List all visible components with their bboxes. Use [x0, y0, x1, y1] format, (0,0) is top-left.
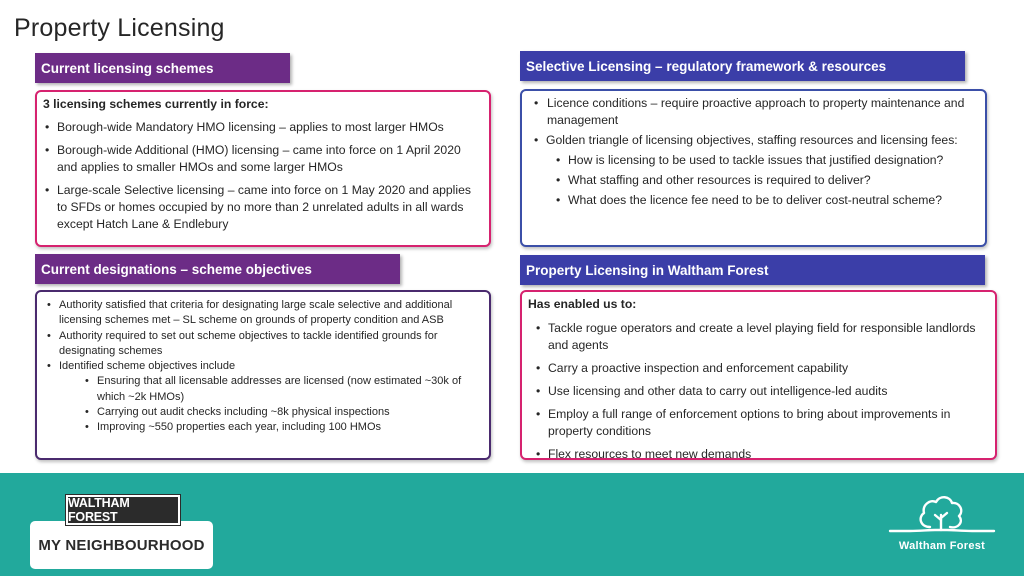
- footer-band: [0, 473, 1024, 576]
- list-item: • Authority required to set out scheme objectives to tackle identified grounds for designating schemes: [59, 329, 481, 360]
- sub-list-item: • How is licensing to be used to tackle issues that justified designation?: [568, 152, 979, 169]
- waltham-panel: [520, 290, 997, 460]
- list-item: • Large-scale Selective licensing – came into force on 1 May 2020 and applies to SFDs or homes occupied by no more than 2 unrelated adults in all wards except Hatch Lane & Endlebury: [57, 182, 481, 233]
- tree-icon: [880, 493, 1004, 539]
- selective-licensing-header-label: Selective Licensing – regulatory framework & resources: [526, 58, 887, 74]
- list-item: • Borough-wide Additional (HMO) licensing – came into force on 1 April 2020 and applies to smaller HMOs and some larger HMOs: [57, 142, 481, 176]
- list-item: • Authority satisfied that criteria for designating large scale selective and additional licensing schemes met – SL scheme on grounds of property condition and ASB: [59, 298, 481, 329]
- sub-list-item: • Carrying out audit checks including ~8k physical inspections: [97, 405, 481, 420]
- logo-bottom-label: MY NEIGHBOURHOOD: [30, 521, 213, 569]
- list-item: • Tackle rogue operators and create a level playing field for responsible landlords and agents: [548, 320, 989, 354]
- designations-header: [35, 254, 400, 284]
- waltham-forest-wordmark: Waltham Forest: [898, 540, 986, 552]
- waltham-intro: Has enabled us to:: [528, 297, 637, 311]
- sub-list-item: • What staffing and other resources is required to deliver?: [568, 172, 979, 189]
- waltham-forest-logo: [880, 493, 1004, 563]
- my-neighbourhood-logo: [30, 487, 213, 559]
- sub-list-item: • What does the licence fee need to be to deliver cost-neutral scheme?: [568, 192, 979, 209]
- list-item: • Carry a proactive inspection and enforcement capability: [548, 360, 989, 377]
- selective-licensing-header: [520, 51, 965, 81]
- list-item: • Borough-wide Mandatory HMO licensing – applies to most larger HMOs: [57, 119, 481, 136]
- sub-list-item: • Improving ~550 properties each year, including 100 HMOs: [97, 420, 481, 435]
- page-title: Property Licensing: [14, 14, 225, 42]
- current-schemes-panel: [35, 90, 491, 247]
- list-item: • Identified scheme objectives include: [59, 359, 481, 374]
- list-item: • Licence conditions – require proactive approach to property maintenance and management: [546, 95, 979, 129]
- selective-licensing-panel: [520, 89, 987, 247]
- waltham-header-label: Property Licensing in Waltham Forest: [526, 262, 769, 278]
- list-item: • Use licensing and other data to carry out intelligence-led audits: [548, 383, 989, 400]
- list-item: • Golden triangle of licensing objectives, staffing resources and licensing fees:: [546, 132, 979, 149]
- sub-list-item: • Ensuring that all licensable addresses are licensed (now estimated ~30k of which ~2k HMOs): [97, 374, 481, 405]
- current-schemes-intro: 3 licensing schemes currently in force:: [43, 97, 269, 111]
- designations-panel: [35, 290, 491, 460]
- current-schemes-header: [35, 53, 290, 83]
- designations-header-label: Current designations – scheme objectives: [41, 261, 312, 277]
- current-schemes-header-label: Current licensing schemes: [41, 60, 214, 76]
- waltham-header: [520, 255, 985, 285]
- logo-top-label: WALTHAM FOREST: [66, 495, 180, 525]
- list-item: • Employ a full range of enforcement options to bring about improvements in property conditions: [548, 406, 989, 440]
- list-item: • Flex resources to meet new demands: [548, 446, 989, 463]
